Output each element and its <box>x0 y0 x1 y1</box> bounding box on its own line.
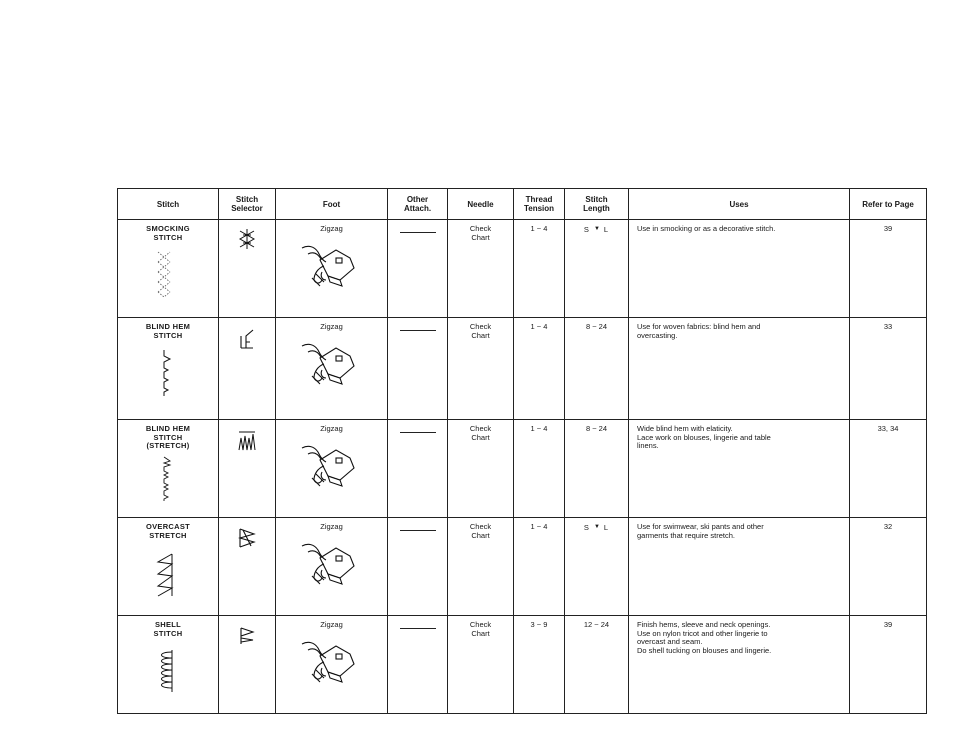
page-cell: 32 <box>850 518 927 616</box>
tension-cell: 1 ~ 4 <box>514 318 565 420</box>
length-cell <box>565 420 629 518</box>
length-text: 12 ~ 24 <box>583 620 610 629</box>
blind-hem-stretch-selector-icon <box>236 428 258 454</box>
foot-label: Zigzag <box>320 224 343 233</box>
other-attach-cell <box>388 220 448 318</box>
header-refer-to-page: Refer to Page <box>850 189 927 220</box>
header-foot: Foot <box>276 189 388 220</box>
no-attachment-dash <box>400 330 436 331</box>
foot-label: Zigzag <box>320 620 343 629</box>
length-long: L <box>603 523 610 532</box>
length-cell <box>565 318 629 420</box>
other-attach-cell <box>388 518 448 616</box>
needle-cell: Check Chart <box>448 616 514 714</box>
length-marker-icon: ▼ <box>593 226 600 232</box>
foot-label: Zigzag <box>320 322 343 331</box>
blind-hem-stitch-sample-icon <box>154 348 174 398</box>
uses-cell: Wide blind hem with elaticity. Lace work on blouses, lingerie and table linens. <box>629 420 850 518</box>
selector-cell <box>219 220 276 318</box>
page-cell: 39 <box>850 220 927 318</box>
header-uses: Uses <box>629 189 850 220</box>
tension-cell: 1 ~ 4 <box>514 220 565 318</box>
length-text: 8 ~ 24 <box>585 322 608 331</box>
foot-cell <box>276 518 388 616</box>
blind-hem-selector-icon <box>237 326 257 352</box>
needle-cell: Check Chart <box>448 318 514 420</box>
other-attach-cell <box>388 420 448 518</box>
stitch-cell <box>118 420 219 518</box>
header-thread-tension: Thread Tension <box>514 189 565 220</box>
table-row <box>118 420 927 518</box>
no-attachment-dash <box>400 432 436 433</box>
other-attach-cell <box>388 616 448 714</box>
zigzag-foot-icon <box>298 638 360 688</box>
smocking-stitch-sample-icon <box>154 250 174 300</box>
length-cell <box>565 220 629 318</box>
tension-cell: 1 ~ 4 <box>514 518 565 616</box>
header-stitch: Stitch <box>118 189 219 220</box>
no-attachment-dash <box>400 530 436 531</box>
tension-cell: 1 ~ 4 <box>514 420 565 518</box>
stitch-cell <box>118 220 219 318</box>
stitch-cell <box>118 616 219 714</box>
no-attachment-dash <box>400 232 436 233</box>
zigzag-foot-icon <box>298 442 360 492</box>
foot-cell <box>276 220 388 318</box>
foot-cell <box>276 318 388 420</box>
stitch-name: OVERCAST STRETCH <box>145 522 191 540</box>
length-short: S <box>583 225 590 234</box>
foot-cell <box>276 420 388 518</box>
stitch-name: SHELL STITCH <box>153 620 183 638</box>
stitch-name: BLIND HEM STITCH (STRETCH) <box>145 424 191 450</box>
length-marker-icon: ▼ <box>593 524 600 530</box>
foot-cell <box>276 616 388 714</box>
page-cell: 33 <box>850 318 927 420</box>
zigzag-foot-icon <box>298 540 360 590</box>
selector-cell <box>219 420 276 518</box>
shell-stitch-sample-icon <box>154 648 176 694</box>
table-row <box>118 220 927 318</box>
stitch-cell <box>118 318 219 420</box>
header-needle: Needle <box>448 189 514 220</box>
selector-cell <box>219 318 276 420</box>
zigzag-foot-icon <box>298 340 360 390</box>
header-other-attach: Other Attach. <box>388 189 448 220</box>
overcast-stretch-sample-icon <box>154 552 176 598</box>
tension-cell: 3 ~ 9 <box>514 616 565 714</box>
overcast-stretch-selector-icon <box>237 526 257 550</box>
header-stitch-selector: Stitch Selector <box>219 189 276 220</box>
length-cell <box>565 518 629 616</box>
shell-selector-icon <box>237 624 257 648</box>
needle-cell: Check Chart <box>448 220 514 318</box>
stitch-cell <box>118 518 219 616</box>
smocking-selector-icon <box>237 228 257 250</box>
uses-cell: Use for woven fabrics: blind hem and overcasting. <box>629 318 850 420</box>
selector-cell <box>219 616 276 714</box>
length-cell <box>565 616 629 714</box>
length-long: L <box>603 225 610 234</box>
page-cell: 39 <box>850 616 927 714</box>
uses-cell: Use in smocking or as a decorative stitch. <box>629 220 850 318</box>
stitch-name: BLIND HEM STITCH <box>145 322 191 340</box>
foot-label: Zigzag <box>320 424 343 433</box>
foot-label: Zigzag <box>320 522 343 531</box>
other-attach-cell <box>388 318 448 420</box>
no-attachment-dash <box>400 628 436 629</box>
zigzag-foot-icon <box>298 242 360 292</box>
needle-cell: Check Chart <box>448 518 514 616</box>
needle-cell: Check Chart <box>448 420 514 518</box>
length-short: S <box>583 523 590 532</box>
uses-cell: Use for swimwear, ski pants and other garments that require stretch. <box>629 518 850 616</box>
table-row <box>118 318 927 420</box>
table-row <box>118 616 927 714</box>
length-text: 8 ~ 24 <box>585 424 608 433</box>
page-cell: 33, 34 <box>850 420 927 518</box>
table-row <box>118 518 927 616</box>
selector-cell <box>219 518 276 616</box>
header-row <box>118 189 927 220</box>
header-stitch-length: Stitch Length <box>565 189 629 220</box>
uses-cell: Finish hems, sleeve and neck openings. Use on nylon tricot and other lingerie to overcast and seam. Do shell tucking on blouses and lingerie. <box>629 616 850 714</box>
stitch-chart-table <box>117 188 927 714</box>
blind-hem-stretch-sample-icon <box>154 455 174 503</box>
stitch-name: SMOCKING STITCH <box>146 224 190 242</box>
